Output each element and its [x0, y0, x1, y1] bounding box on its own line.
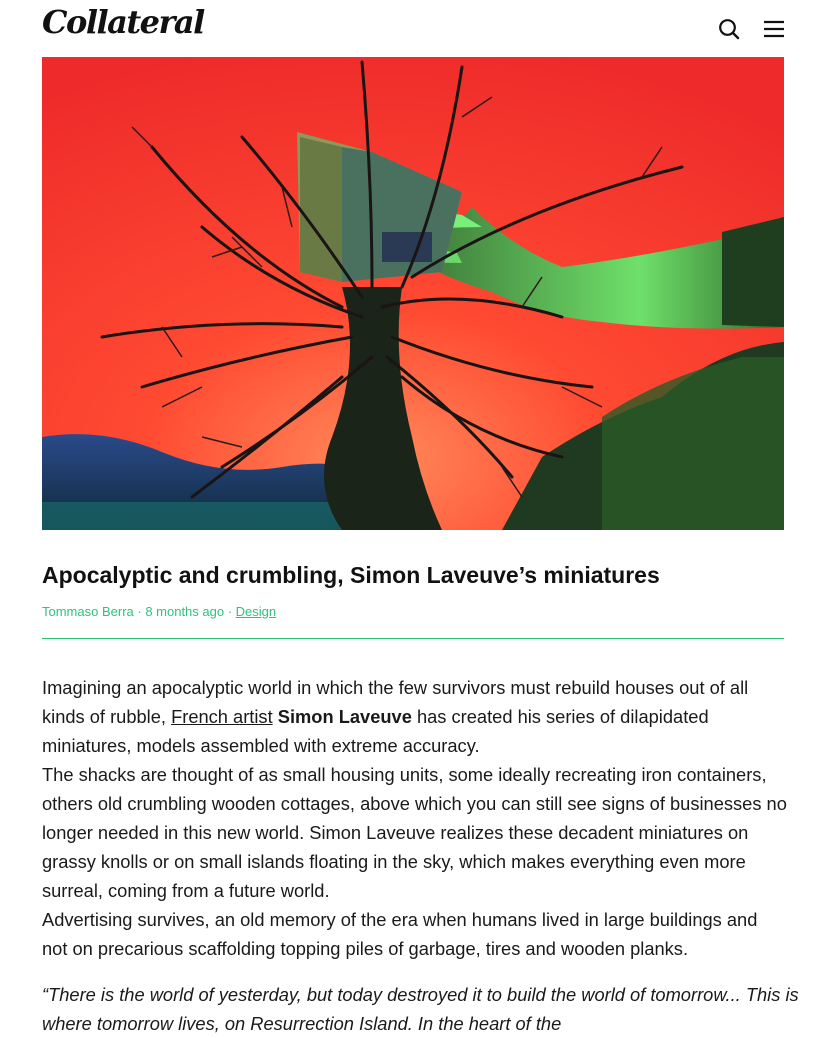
- meta-separator: ·: [224, 604, 236, 619]
- hero-image[interactable]: [42, 57, 784, 530]
- hamburger-menu-icon: [762, 19, 786, 39]
- article-meta: [42, 603, 784, 621]
- search-icon: [718, 18, 740, 40]
- paragraph-text: Imagining an apocalyptic world in which the few survivors must rebuild houses out of all kinds of rubble,: [42, 677, 749, 727]
- author-name[interactable]: Tommaso Berra: [42, 604, 134, 619]
- article-quote: [42, 980, 802, 1038]
- menu-button[interactable]: [761, 16, 787, 42]
- paragraph: The shacks are thought of as small housing units, some ideally recreating iron containers, others old crumbling wooden cottages, above which you can still see signs of businesses no longer needed in this new world. Simon Laveuve realizes these decadent miniatures on grassy knolls or on small islands floating in the sky, which makes everything even more surreal, coming from a future world.: [42, 764, 787, 901]
- quote-text: “There is the world of yesterday, but today destroyed it to build the world of tomorrow... This is where tomorrow lives, on Resurrection Island. In the heart of the: [42, 984, 799, 1034]
- category-link[interactable]: Design: [235, 604, 277, 619]
- search-button[interactable]: [716, 16, 742, 42]
- site-logo[interactable]: Collateral: [42, 3, 204, 41]
- site-header: [0, 0, 826, 57]
- paragraph: [42, 673, 787, 760]
- paragraph-text: has created his series of dilapidated miniatures, models assembled with extreme accuracy.: [42, 706, 709, 756]
- meta-separator: ·: [133, 604, 146, 619]
- article-body: [42, 673, 787, 963]
- paragraph: Advertising survives, an old memory of the era when humans lived in large buildings and not on precarious scaffolding topping piles of garbage, tires and wooden planks.: [42, 909, 758, 959]
- article-title: Apocalyptic and crumbling, Simon Laveuve’s miniatures: [42, 562, 660, 588]
- artist-name: Simon Laveuve: [277, 706, 412, 727]
- publish-time: 8 months ago: [145, 604, 225, 619]
- french-artist-link[interactable]: French artist: [171, 706, 273, 727]
- divider: [42, 638, 784, 639]
